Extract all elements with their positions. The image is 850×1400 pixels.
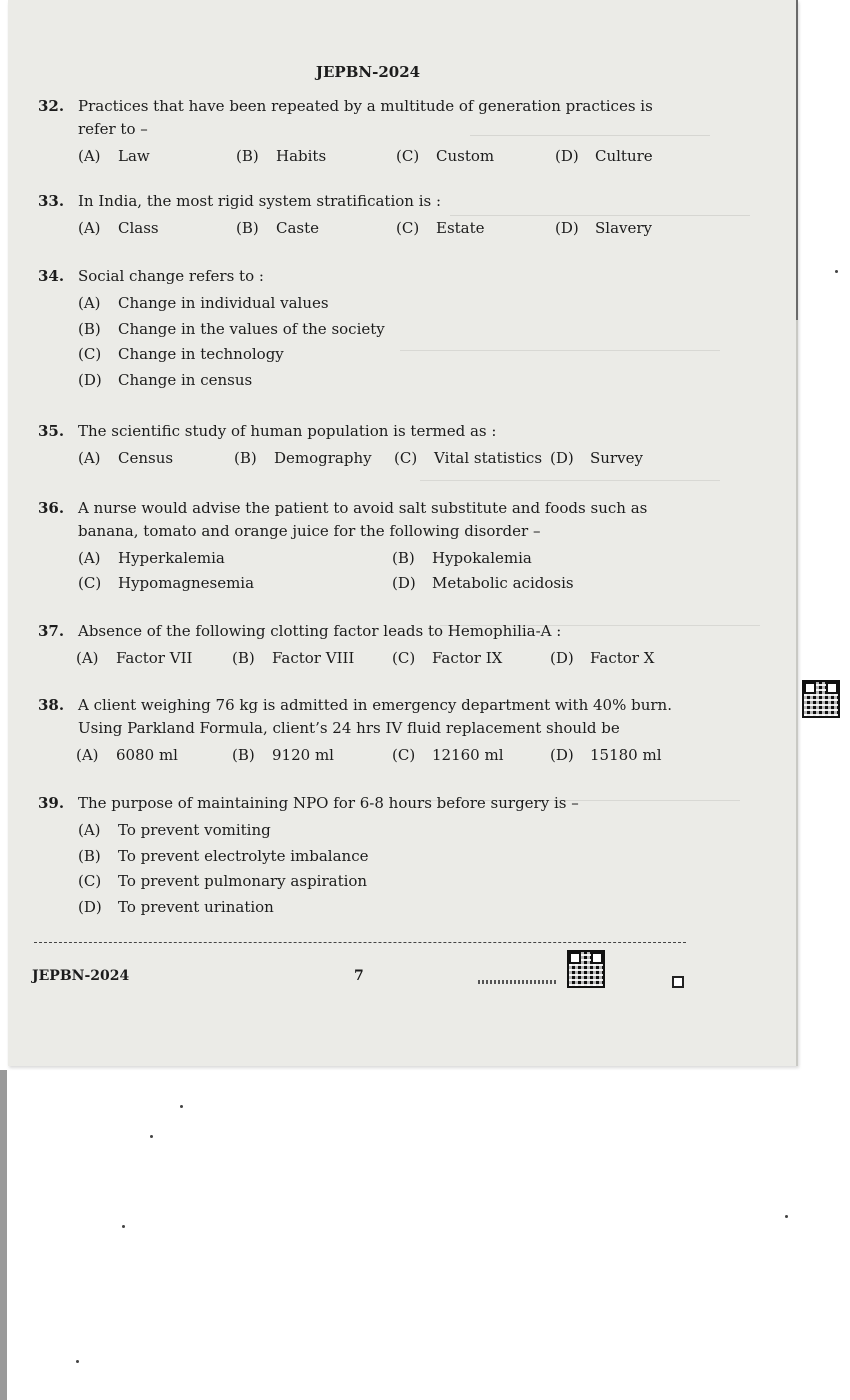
option-a: (A) 6080 ml (76, 746, 178, 764)
option-a: (A) Census (78, 449, 174, 467)
corner-marker (672, 976, 684, 988)
question-number: 39. (38, 794, 65, 812)
scan-speck (180, 1105, 183, 1108)
question-text: The purpose of maintaining NPO for 6-8 hours before surgery is – (78, 794, 579, 812)
option-c: (C) Change in technology (78, 345, 284, 363)
option-b: (B) Hypokalemia (392, 549, 532, 567)
question-number: 33. (38, 192, 65, 210)
page-header-title: JEPBN-2024 (315, 63, 421, 81)
option-b: (B) To prevent electrolyte imbalance (78, 846, 369, 865)
option-d: (D) Slavery (555, 219, 653, 237)
option-b: (B) Demography (234, 449, 372, 467)
barcode-strip (478, 980, 556, 984)
footer-divider (34, 942, 686, 943)
option-d: (D) 15180 ml (550, 746, 662, 764)
scan-speck (785, 1215, 788, 1218)
option-a: (A) Hyperkalemia (78, 549, 225, 567)
question-32 (38, 95, 688, 169)
scanner-edge (0, 1070, 7, 1400)
option-a: (A) Factor VII (76, 649, 193, 667)
question-37 (38, 620, 688, 671)
scan-speck (150, 1135, 153, 1138)
footer-qr-code (567, 950, 605, 988)
question-38 (38, 694, 688, 768)
question-text: A client weighing 76 kg is admitted in emergency department with 40% burn. Using Parkland Formula, client’s 24 hrs IV fluid replacement should be (78, 696, 672, 737)
footer-exam-code: JEPBN-2024 (32, 968, 130, 984)
option-d: (D) To prevent urination (78, 897, 274, 916)
option-b: (B) Habits (236, 147, 327, 165)
scan-speck (122, 1225, 125, 1228)
question-text: Social change refers to : (78, 267, 264, 285)
option-c: (C) Estate (396, 219, 485, 237)
option-c: (C) Factor IX (392, 649, 503, 667)
question-number: 37. (38, 622, 65, 640)
option-b: (B) Caste (236, 219, 320, 237)
question-number: 34. (38, 267, 65, 285)
scan-speck (835, 270, 838, 273)
question-text: Absence of the following clotting factor leads to Hemophilia-A : (78, 622, 562, 640)
option-a: (A) Class (78, 219, 159, 237)
scan-speck (76, 1360, 79, 1363)
option-b: (B) 9120 ml (232, 746, 334, 764)
question-text: In India, the most rigid system stratification is : (78, 192, 442, 210)
question-33 (38, 190, 688, 241)
option-c: (C) To prevent pulmonary aspiration (78, 872, 368, 890)
option-d: (D) Change in census (78, 370, 253, 389)
option-c: (C) Vital statistics (394, 449, 543, 467)
question-number: 36. (38, 499, 65, 517)
question-34 (38, 265, 688, 394)
question-number: 32. (38, 97, 65, 115)
option-d: (D) Culture (555, 147, 653, 165)
question-35 (38, 420, 688, 471)
page-edge-line (796, 0, 798, 320)
question-36 (38, 497, 688, 596)
question-39 (38, 792, 688, 921)
option-a: (A) Law (78, 147, 150, 165)
option-b: (B) Change in the values of the society (78, 319, 385, 338)
question-text: Practices that have been repeated by a multitude of generation practices is refer to – (78, 97, 653, 138)
question-text: The scientific study of human population is termed as : (78, 422, 497, 440)
option-c: (C) Custom (396, 147, 495, 165)
option-c: (C) 12160 ml (392, 746, 504, 764)
option-c: (C) Hypomagnesemia (78, 574, 255, 592)
option-d: (D) Metabolic acidosis (392, 574, 574, 592)
side-qr-code (802, 680, 840, 718)
option-a: (A) To prevent vomiting (78, 821, 271, 839)
question-number: 38. (38, 696, 65, 714)
option-a: (A) Change in individual values (78, 294, 329, 312)
question-number: 35. (38, 422, 65, 440)
question-text: A nurse would advise the patient to avoid salt substitute and foods such as banana, tomato and orange juice for the following disorder – (78, 499, 648, 540)
option-d: (D) Factor X (550, 649, 655, 667)
option-b: (B) Factor VIII (232, 649, 355, 667)
page-number: 7 (354, 968, 364, 984)
option-d: (D) Survey (550, 449, 643, 467)
